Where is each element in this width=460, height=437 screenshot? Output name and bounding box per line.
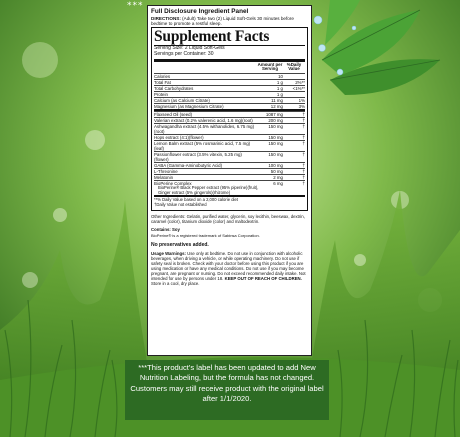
nutrient-dv: 1% [298,97,305,103]
ingredient-panel [147,5,312,356]
facts-row [154,162,305,168]
nutrient-name: Total Carbohydrates [154,85,194,91]
nutrient-name: Flaxseed Oil (seed) [154,111,193,117]
facts-row [154,140,305,151]
usage-warnings: Usage Warnings: Use only at bedtime. Do not use in conjunction with alcoholic beverages, when driving a vehicle, or while operating machinery. Do not use if safety seal is broken. Check with your doctor before using this product if you are using medication or have any medical conditions. Do not use if you may become pregnant, are pregnant or nursing. Do not exceed recommended daily intake. Not intended for use by persons under 18. KEEP OUT OF REACH OF CHILDREN. Store in a cool, dry place. [151,250,306,286]
facts-row [154,123,305,134]
nutrient-amount: 6 mg [273,180,283,186]
nutrient-amount: 100 mg [268,162,283,168]
facts-row [154,151,305,162]
dv-header: %Daily Value [286,61,302,72]
nutrient-name: Melatonin [154,174,174,180]
nutrient-amount: 1087 mg [265,111,283,117]
nutrient-amount: 1 g [276,91,283,97]
panel-title: Full Disclosure Ingredient Panel [151,8,249,15]
nutrient-amount: 11 mg [271,97,283,103]
no-preservatives: No preservatives added. [151,241,209,248]
nutrient-amount: 12 mg [270,103,283,109]
nutrient-amount: 1 g [276,85,283,91]
nutrient-dv: † [302,123,305,129]
nutrient-dv: † [302,140,305,146]
nutrient-name: Passionflower extract (3.5% vitexin, 5.25 mg)(flower) [154,151,242,162]
facts-row [154,97,305,103]
facts-row [154,168,305,174]
contains-soy: Contains: Soy [151,226,180,232]
nutrient-name: Calories [154,73,171,79]
trademark-note: BioPerine® is a registered trademark of Sabinsa Corporation. [151,232,260,238]
facts-row [154,91,305,97]
nutrient-dv [287,92,305,97]
nutrient-dv [287,74,305,79]
nutrient-dv: 2%** [295,79,305,85]
facts-row [154,79,305,85]
nutrient-amount: 2 mg [273,174,283,180]
nutrient-amount: 10 [278,73,283,79]
nutrient-name: Calcium (as Calcium Citrate) [154,97,210,103]
supplement-facts-title: Supplement Facts [154,29,305,46]
nutrient-amount: 1 g [276,79,283,85]
nutrient-amount: 200 mg [268,117,283,123]
label-update-notice: ***This product's label has been updated to add New Nutrition Labeling, but the formula has not changed. Customers may still receive product with the original label after 1/1/2020. [125,360,329,420]
nutrient-dv: † [302,111,305,117]
nutrient-dv: 3% [298,103,305,109]
nutrient-name: L-Threonine [154,168,178,174]
supplement-facts-box [151,27,308,211]
nutrient-name: Protein [154,91,168,97]
bioperine-sub: BioPerine® Black Pepper extract (95% piperine)(fruit), Ginger extract (5% gingerols)(rhizome) [158,184,259,195]
nutrient-name: Valerian extract (0.2% valerenic acid, 1.6 mg)(root) [154,117,253,123]
facts-row [154,85,305,91]
nutrient-name: GABA (Gamma-Aminobutyric Acid) [154,162,223,168]
nutrient-name: Lemon Balm extract (5% rosmarinic acid, 7.5 mg)(leaf) [154,140,251,151]
nutrient-amount: 50 mg [270,168,283,174]
nutrient-name: Magnesium (as Magnesium Citrate) [154,103,224,109]
facts-row [154,73,305,79]
nutrient-dv: <1%** [292,85,305,91]
nutrient-amount: 150 mg [268,140,283,146]
nutrient-name: BioPerine Complex [154,180,192,186]
facts-row [154,111,305,117]
amount-header: Amount per Serving [257,61,283,72]
facts-row [154,117,305,123]
serving-size: Serving Size: 2 Liquid Soft-Gels [154,45,225,52]
facts-row [154,174,305,180]
nutrient-dv: † [302,168,305,174]
nutrient-amount: 150 mg [268,123,283,129]
nutrient-dv: † [302,174,305,180]
nutrient-dv: † [302,151,305,157]
nutrient-dv: † [302,117,305,123]
nutrient-dv: † [302,134,305,140]
nutrient-dv: † [302,162,305,168]
nutrient-amount: 150 mg [268,134,283,140]
nutrient-name: Total Fat [154,79,171,85]
facts-header [154,62,305,73]
servings-per-container: Servings per Container: 30 [154,51,214,57]
nutrient-name: Ashwagandha extract (4.5% withanolides, 6.75 mg)(root) [154,123,255,134]
facts-row [154,134,305,140]
nutrient-name: Hops extract (4:1)(flower) [154,134,204,140]
nutrient-amount: 150 mg [268,151,283,157]
facts-row [154,103,305,109]
asterisk-mark: *** [127,1,144,11]
other-ingredients: Other Ingredients: Gelatin, purified water, glycerin, soy lecithin, beeswax, dextrin, caramel (color), titanium dioxide (color) and maltodextrin. [151,213,305,224]
nutrient-dv: † [302,180,305,186]
footnotes: **% Daily Value based on a 2,000 calorie diet †Daily Value not established [154,195,305,208]
directions: DIRECTIONS: (Adult) Take two (2) Liquid Soft-Gels 30 minutes before bedtime to promote a restful sleep. [151,16,294,27]
